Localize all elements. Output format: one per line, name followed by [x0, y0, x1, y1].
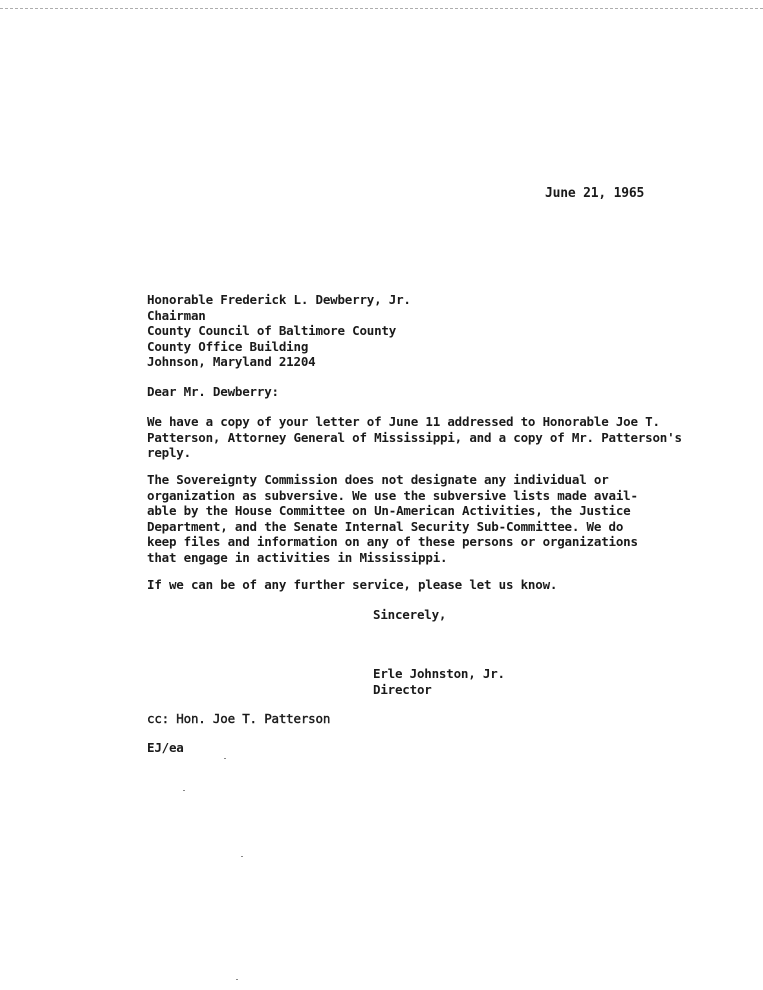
signature-block	[373, 666, 505, 697]
recipient-city: Johnson, Maryland 21204	[147, 354, 316, 369]
salutation: Dear Mr. Dewberry:	[147, 384, 279, 399]
recipient-address	[147, 292, 411, 370]
letter-date: June 21, 1965	[545, 186, 645, 201]
paragraph-1	[147, 414, 682, 461]
paragraph-line: reply.	[147, 445, 191, 460]
recipient-organization: County Council of Baltimore County	[147, 323, 397, 338]
closing: Sincerely,	[373, 607, 447, 622]
scan-speck	[183, 790, 185, 791]
scan-speck	[241, 856, 243, 857]
signer-title: Director	[373, 681, 432, 697]
scan-speck	[236, 979, 238, 980]
paragraph-line: keep files and information on any of these persons or organizations	[147, 534, 638, 549]
page-top-edge	[0, 0, 763, 9]
paragraph-line: Patterson, Attorney General of Mississippi, and a copy of Mr. Patterson's	[147, 429, 682, 445]
paragraph-3: If we can be of any further service, please let us know.	[147, 577, 558, 592]
paragraph-line: organization as subversive. We use the subversive lists made avail-	[147, 487, 638, 503]
paragraph-line: We have a copy of your letter of June 11 addressed to Honorable Joe T.	[147, 414, 660, 429]
paragraph-2	[147, 472, 638, 565]
recipient-building: County Office Building	[147, 338, 309, 354]
typist-initials: EJ/ea	[147, 740, 184, 755]
paragraph-line: The Sovereignty Commission does not designate any individual or	[147, 472, 609, 487]
scan-speck	[224, 758, 226, 759]
recipient-title: Chairman	[147, 307, 206, 323]
paragraph-line: that engage in activities in Mississippi.	[147, 549, 448, 565]
recipient-name: Honorable Frederick L. Dewberry, Jr.	[147, 292, 411, 307]
paragraph-line: Department, and the Senate Internal Security Sub-Committee. We do	[147, 518, 624, 534]
paragraph-line: able by the House Committee on Un-American Activities, the Justice	[147, 503, 631, 518]
carbon-copy-line: cc: Hon. Joe T. Patterson	[147, 711, 331, 726]
signer-name: Erle Johnston, Jr.	[373, 666, 505, 681]
